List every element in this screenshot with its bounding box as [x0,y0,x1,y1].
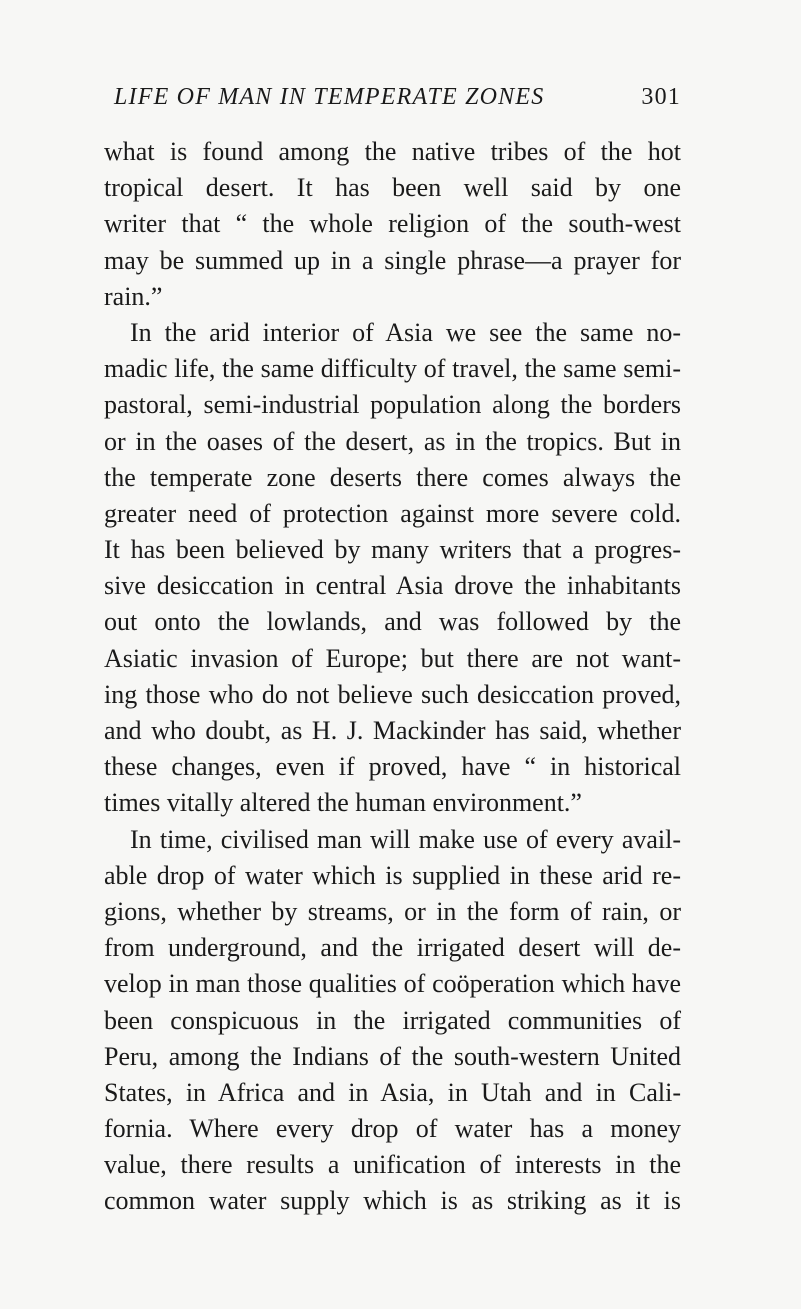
text-line: able drop of water which is supplied in these arid re- [104,860,681,890]
text-line: times vitally altered the human environment.” [104,788,582,818]
text-line: sive desiccation in central Asia drove the inhabitants [104,571,681,601]
text-line: out onto the lowlands, and was followed by the [104,607,681,637]
text-line: greater need of protection against more severe cold. [104,498,681,528]
body-text [104,134,681,1220]
text-line: or in the oases of the desert, as in the tropics. But in [104,426,681,456]
page-number: 301 [641,84,681,110]
text-line: the temperate zone deserts there comes always the [104,462,681,492]
text-line: pastoral, semi-industrial population along the borders [104,390,681,420]
text-line: It has been believed by many writers that a progres- [104,535,681,565]
text-line: tropical desert. It has been well said by one [104,173,681,203]
text-line: from underground, and the irrigated desert will de- [104,933,681,963]
running-title: LIFE OF MAN IN TEMPERATE ZONES [114,84,545,110]
text-line: rain.” [104,281,163,311]
text-line: Asiatic invasion of Europe; but there are not want- [104,643,681,673]
text-line: what is found among the native tribes of the hot [104,137,681,166]
text-line: ing those who do not believe such desiccation proved, [104,679,681,709]
text-line: these changes, even if proved, have “ in historical [104,752,681,782]
text-line: gions, whether by streams, or in the form of rain, or [104,896,681,926]
text-line: fornia. Where every drop of water has a money [104,1114,681,1144]
text-line: may be summed up in a single phrase—a prayer for [104,245,681,275]
text-line: Peru, among the Indians of the south-western United [104,1041,681,1071]
text-line: velop in man those qualities of coöperation which have [104,969,681,999]
running-head [104,82,681,112]
text-line: common water supply which is as striking as it is [104,1186,681,1216]
text-line: In the arid interior of Asia we see the same no- [130,317,681,347]
text-line: States, in Africa and in Asia, in Utah and in Cali- [104,1077,681,1107]
text-line: writer that “ the whole religion of the south-west [104,209,681,239]
text-line: madic life, the same difficulty of travel, the same semi- [104,354,681,384]
text-line: and who doubt, as H. J. Mackinder has said, whether [104,716,681,745]
text-line: In time, civilised man will make use of every avail- [130,824,681,854]
text-line: been conspicuous in the irrigated communities of [104,1005,681,1035]
text-line: value, there results a unification of interests in the [104,1150,681,1180]
